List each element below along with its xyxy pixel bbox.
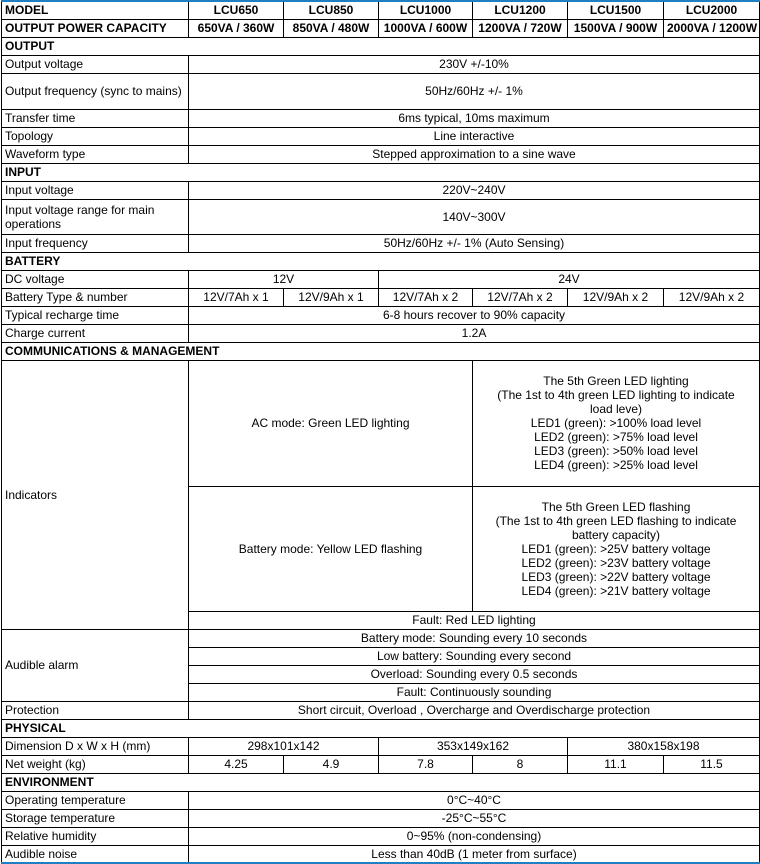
- detail-line: LED3 (green): >22V battery voltage: [521, 569, 711, 584]
- spec-row: [2, 181, 760, 199]
- spec-value: 8: [473, 755, 568, 773]
- detail-line: (The 1st to 4th green LED flashing to indicate: [495, 513, 737, 528]
- detail-line: LED1 (green): >100% load level: [530, 416, 702, 430]
- spec-value: 12V/9Ah x 1: [284, 288, 379, 306]
- spec-row: [2, 324, 760, 342]
- alarm-value: Fault: Continuously sounding: [189, 683, 760, 701]
- spec-value: 7.8: [379, 755, 473, 773]
- spec-value: 4.9: [284, 755, 379, 773]
- spec-label: Operating temperature: [2, 791, 189, 809]
- section-title: INPUT: [2, 163, 760, 181]
- detail-line: LED1 (green): >25V battery voltage: [521, 541, 711, 556]
- spec-value: 12V/7Ah x 2: [379, 288, 473, 306]
- spec-label: Relative humidity: [2, 827, 189, 845]
- spec-value: 380x158x198: [568, 737, 760, 755]
- spec-value: 12V/9Ah x 2: [664, 288, 760, 306]
- spec-label: Waveform type: [2, 145, 189, 163]
- spec-row: [2, 199, 760, 234]
- detail-line: The 5th Green LED lighting: [543, 374, 689, 388]
- spec-row: [2, 791, 760, 809]
- spec-value: 50Hz/60Hz +/- 1% (Auto Sensing): [189, 234, 760, 252]
- section-comms: [2, 342, 760, 360]
- section-environment: [2, 773, 760, 791]
- spec-label: Protection: [2, 701, 189, 719]
- spec-label: Storage temperature: [2, 809, 189, 827]
- spec-value: 140V~300V: [189, 199, 760, 234]
- spec-label: Battery Type & number: [2, 288, 189, 306]
- spec-row: [2, 737, 760, 755]
- detail-line: LED2 (green): >23V battery voltage: [521, 555, 711, 570]
- fault-indicator: Fault: Red LED lighting: [189, 611, 760, 629]
- spec-label: Topology: [2, 127, 189, 145]
- model-row: [2, 1, 760, 19]
- spec-row: [2, 109, 760, 127]
- spec-row: [2, 73, 760, 109]
- spec-value: 298x101x142: [189, 737, 379, 755]
- capacity-value: 2000VA / 1200W: [664, 19, 760, 37]
- model-label: MODEL: [2, 1, 189, 19]
- alarm-value: Overload: Sounding every 0.5 seconds: [189, 665, 760, 683]
- spec-label: Input voltage range for main operations: [2, 199, 189, 234]
- model-name: LCU650: [189, 1, 284, 19]
- spec-value: Less than 40dB (1 meter from surface): [189, 845, 760, 863]
- section-title: ENVIRONMENT: [2, 773, 760, 791]
- detail-line: LED2 (green): >75% load level: [534, 430, 698, 444]
- detail-line: LED3 (green): >50% load level: [534, 444, 698, 458]
- capacity-label: OUTPUT POWER CAPACITY: [2, 19, 189, 37]
- ac-mode-value: AC mode: Green LED lighting: [189, 360, 473, 486]
- model-name: LCU1500: [568, 1, 664, 19]
- spec-row: [2, 288, 760, 306]
- spec-label: Input voltage: [2, 181, 189, 199]
- spec-row: [2, 234, 760, 252]
- spec-row: [2, 145, 760, 163]
- detail-line: The 5th Green LED flashing: [541, 499, 691, 514]
- section-title: PHYSICAL: [2, 719, 760, 737]
- section-output: [2, 37, 760, 55]
- spec-row: [2, 270, 760, 288]
- spec-row: [2, 306, 760, 324]
- capacity-value: 1200VA / 720W: [473, 19, 568, 37]
- alarm-value: Low battery: Sounding every second: [189, 647, 760, 665]
- spec-label: Audible noise: [2, 845, 189, 863]
- spec-value: 4.25: [189, 755, 284, 773]
- spec-label: Indicators: [2, 360, 189, 629]
- spec-row: [2, 809, 760, 827]
- spec-value: 12V: [189, 270, 379, 288]
- spec-row: [2, 827, 760, 845]
- model-name: LCU2000: [664, 1, 760, 19]
- spec-value: 6ms typical, 10ms maximum: [189, 109, 760, 127]
- capacity-value: 650VA / 360W: [189, 19, 284, 37]
- spec-row: [2, 127, 760, 145]
- spec-value: Stepped approximation to a sine wave: [189, 145, 760, 163]
- detail-line: LED4 (green): >21V battery voltage: [521, 583, 711, 598]
- capacity-value: 1000VA / 600W: [379, 19, 473, 37]
- spec-label: Output frequency (sync to mains): [2, 73, 189, 109]
- spec-label: Typical recharge time: [2, 306, 189, 324]
- detail-line: (The 1st to 4th green LED lighting to indicate: [497, 388, 735, 402]
- spec-label: Output voltage: [2, 55, 189, 73]
- capacity-row: [2, 19, 760, 37]
- indicator-row: [2, 360, 760, 486]
- spec-value: 0°C~40°C: [189, 791, 760, 809]
- section-physical: [2, 719, 760, 737]
- spec-label: Dimension D x W x H (mm): [2, 737, 189, 755]
- section-title: COMMUNICATIONS & MANAGEMENT: [2, 342, 760, 360]
- spec-label: Charge current: [2, 324, 189, 342]
- detail-line: battery capacity): [571, 527, 661, 542]
- spec-value: -25°C~55°C: [189, 809, 760, 827]
- section-title: BATTERY: [2, 252, 760, 270]
- spec-label: Net weight (kg): [2, 755, 189, 773]
- spec-table: [1, 0, 760, 864]
- spec-row: [2, 845, 760, 863]
- section-battery: [2, 252, 760, 270]
- model-name: LCU1000: [379, 1, 473, 19]
- spec-value: 50Hz/60Hz +/- 1%: [189, 73, 760, 109]
- alarm-value: Battery mode: Sounding every 10 seconds: [189, 629, 760, 647]
- battery-mode-detail: [473, 486, 760, 611]
- spec-value: 12V/7Ah x 2: [473, 288, 568, 306]
- spec-value: 24V: [379, 270, 760, 288]
- spec-value: 220V~240V: [189, 181, 760, 199]
- spec-value: 12V/7Ah x 1: [189, 288, 284, 306]
- spec-value: 6-8 hours recover to 90% capacity: [189, 306, 760, 324]
- model-name: LCU850: [284, 1, 379, 19]
- spec-row: [2, 701, 760, 719]
- capacity-value: 1500VA / 900W: [568, 19, 664, 37]
- spec-value: 353x149x162: [379, 737, 568, 755]
- spec-label: Transfer time: [2, 109, 189, 127]
- section-title: OUTPUT: [2, 37, 760, 55]
- spec-row: [2, 755, 760, 773]
- spec-value: 230V +/-10%: [189, 55, 760, 73]
- spec-label: Audible alarm: [2, 629, 189, 701]
- spec-value: 12V/9Ah x 2: [568, 288, 664, 306]
- detail-line: load leve): [589, 402, 643, 416]
- ac-mode-detail: [473, 360, 760, 486]
- section-input: [2, 163, 760, 181]
- battery-mode-value: Battery mode: Yellow LED flashing: [189, 486, 473, 611]
- alarm-row: [2, 629, 760, 647]
- model-name: LCU1200: [473, 1, 568, 19]
- spec-label: Input frequency: [2, 234, 189, 252]
- capacity-value: 850VA / 480W: [284, 19, 379, 37]
- detail-line: LED4 (green): >25% load level: [534, 458, 698, 472]
- spec-value: 11.1: [568, 755, 664, 773]
- spec-label: DC voltage: [2, 270, 189, 288]
- spec-value: Line interactive: [189, 127, 760, 145]
- spec-value: Short circuit, Overload , Overcharge and Overdischarge protection: [189, 701, 760, 719]
- spec-value: 0~95% (non-condensing): [189, 827, 760, 845]
- spec-row: [2, 55, 760, 73]
- spec-value: 1.2A: [189, 324, 760, 342]
- spec-value: 11.5: [664, 755, 760, 773]
